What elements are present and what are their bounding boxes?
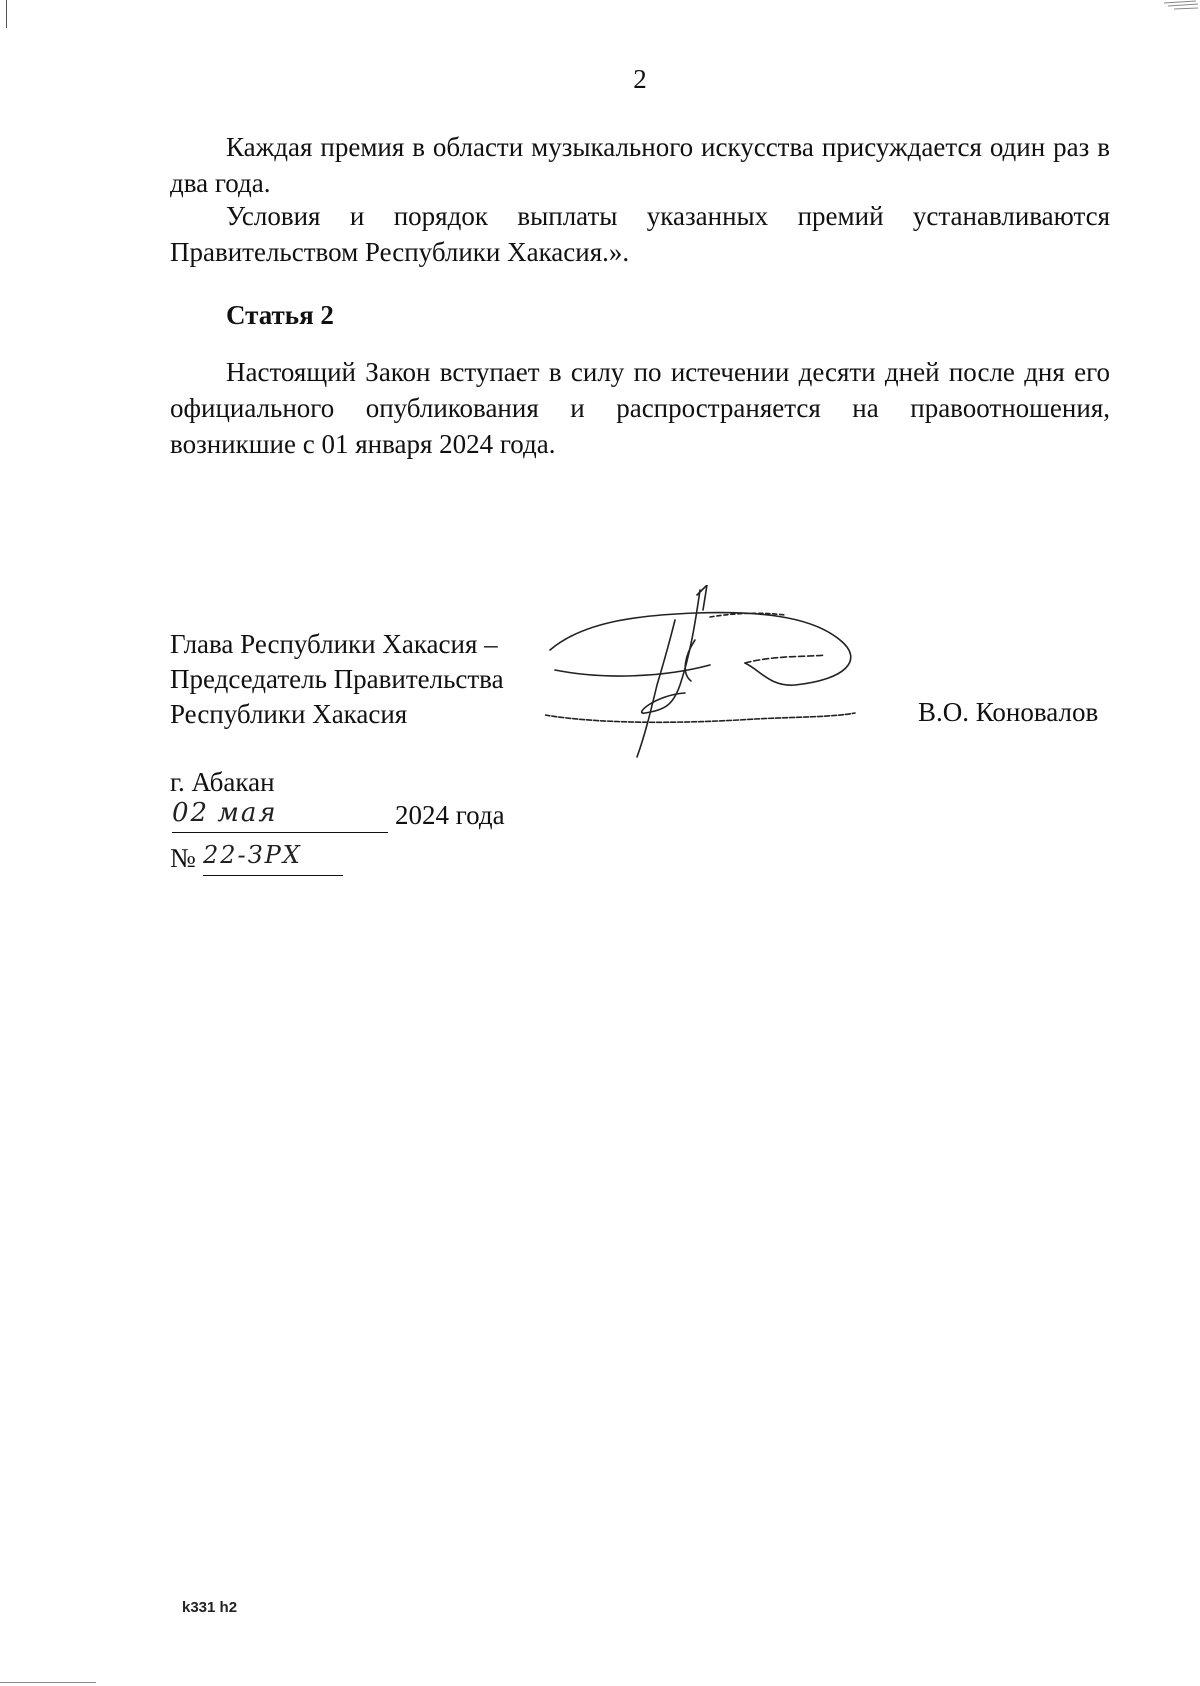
scan-edge-mark-bottom xyxy=(0,1682,96,1683)
handwritten-signature xyxy=(545,585,880,760)
signatory-title-line: Председатель Правительства xyxy=(170,664,504,694)
number-sign: № xyxy=(170,843,196,873)
date-year: 2024 года xyxy=(395,800,505,830)
paragraph-text: Каждая премия в области музыкального искусства присуждается один раз в два года. xyxy=(170,132,1110,198)
scan-corner-mark xyxy=(1160,0,1200,14)
paragraph-entry-into-force xyxy=(170,354,1110,462)
paragraph-award-frequency xyxy=(170,129,1110,201)
signing-date xyxy=(170,800,570,836)
article-heading: Статья 2 xyxy=(226,300,334,330)
signatory-title xyxy=(170,627,504,732)
handwritten-day: 02 xyxy=(172,798,210,828)
signatory-name: В.О. Коновалов xyxy=(918,697,1099,727)
paragraph-text: Настоящий Закон вступает в силу по истечении десяти дней после дня его официального опубликования и распространяется на правоотношения, возникшие с 01 января 2024 года. xyxy=(170,357,1110,459)
page-number: 2 xyxy=(633,64,647,94)
place-of-signing: г. Абакан xyxy=(170,767,275,797)
paragraph-payment-conditions xyxy=(170,198,1110,270)
signatory-title-line: Глава Республики Хакасия – xyxy=(170,629,498,659)
handwritten-date xyxy=(172,798,388,833)
handwritten-month: мая xyxy=(217,798,278,828)
handwritten-number: 22-ЗРХ xyxy=(203,841,343,876)
law-number xyxy=(170,843,570,879)
document-code: k331 h2 xyxy=(182,1599,238,1616)
scan-edge-mark xyxy=(6,0,7,28)
paragraph-text: Условия и порядок выплаты указанных премий устанавливаются Правительством Республики Хакасия.». xyxy=(170,201,1110,267)
signatory-title-line: Республики Хакасия xyxy=(170,699,408,729)
